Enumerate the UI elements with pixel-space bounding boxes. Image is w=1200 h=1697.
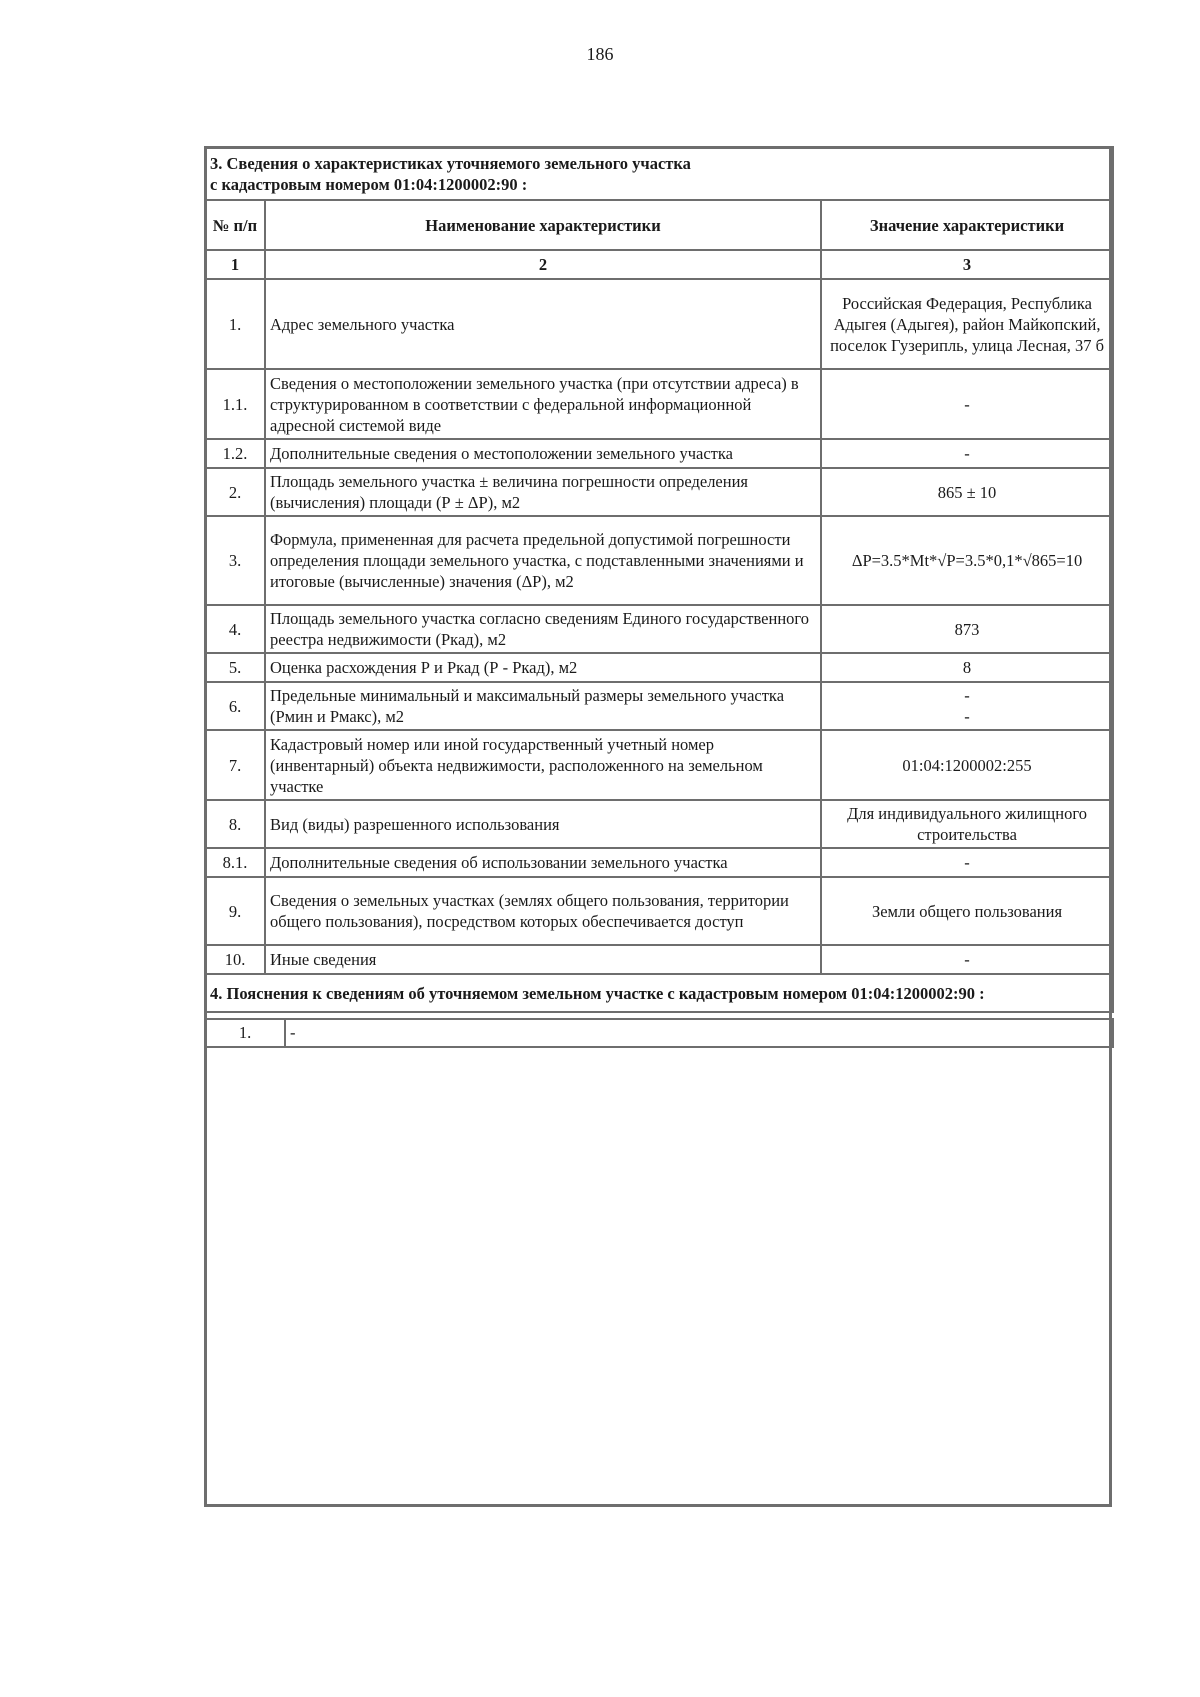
row-number: 6. (205, 682, 265, 730)
row-value: 873 (821, 605, 1113, 653)
row-value: 8 (821, 653, 1113, 682)
row-number: 5. (205, 653, 265, 682)
row-value: Российская Федерация, Республика Адыгея (Адыгея), район Майкопский, поселок Гузерипль, улица Лесная, 37 б (821, 279, 1113, 369)
row-name: Сведения о местоположении земельного участка (при отсутствии адреса) в структурированном в соответствии с федеральной информационной адресной системой виде (265, 369, 821, 439)
row-value: Земли общего пользования (821, 877, 1113, 945)
row-value: - (821, 945, 1113, 974)
table-row (205, 468, 1113, 516)
table-row (205, 369, 1113, 439)
row-number: 1.2. (205, 439, 265, 468)
page-number: 186 (586, 44, 614, 64)
row-name: Предельные минимальный и максимальный размеры земельного участка (Рмин и Рмакс), м2 (265, 682, 821, 730)
row-number: 8.1. (205, 848, 265, 877)
row-name: Площадь земельного участка ± величина погрешности определения (вычисления) площади (Р ± ΔР), м2 (265, 468, 821, 516)
table-row (205, 279, 1113, 369)
column-number-1: 1 (205, 250, 265, 279)
section-3-title-line2: с кадастровым номером 01:04:1200002:90 : (210, 174, 528, 194)
row-number: 2. (205, 468, 265, 516)
header-value: Значение характеристики (821, 200, 1113, 250)
row-value: - (821, 439, 1113, 468)
table-row (205, 653, 1113, 682)
table-row (205, 730, 1113, 800)
table-row (205, 516, 1113, 605)
row-number: 7. (205, 730, 265, 800)
row-number: 3. (205, 516, 265, 605)
row-name: Оценка расхождения Р и Ркад (Р - Ркад), м2 (265, 653, 821, 682)
row-name: Площадь земельного участка согласно сведениям Единого государственного реестра недвижимости (Ркад), м2 (265, 605, 821, 653)
row-name: Сведения о земельных участках (землях общего пользования, территории общего пользования), посредством которых обеспечивается доступ (265, 877, 821, 945)
row-number: 1.1. (205, 369, 265, 439)
row-name: Дополнительные сведения об использовании земельного участка (265, 848, 821, 877)
table-row (205, 682, 1113, 730)
row-name: Иные сведения (265, 945, 821, 974)
row-number: 8. (205, 800, 265, 848)
row-value: - (821, 848, 1113, 877)
table-row (205, 800, 1113, 848)
row-value: - (821, 369, 1113, 439)
row-name: Кадастровый номер или иной государственный учетный номер (инвентарный) объекта недвижимости, расположенного на земельном участке (265, 730, 821, 800)
row-value: 865 ± 10 (821, 468, 1113, 516)
row-value: Для индивидуального жилищного строительства (821, 800, 1113, 848)
header-name: Наименование характеристики (265, 200, 821, 250)
row-name: Дополнительные сведения о местоположении земельного участка (265, 439, 821, 468)
table-row (205, 877, 1113, 945)
row-value: ΔР=3.5*Mt*√P=3.5*0,1*√865=10 (821, 516, 1113, 605)
column-number-2: 2 (265, 250, 821, 279)
row-number: 9. (205, 877, 265, 945)
table-row (205, 439, 1113, 468)
explanations-table (204, 1018, 1114, 1048)
row-name: Формула, примененная для расчета предельной допустимой погрешности определения площади земельного участка, с подставленными значениями и итоговые (вычисленные) значения (ΔР), м2 (265, 516, 821, 605)
row-number: 1. (205, 279, 265, 369)
table-row (205, 605, 1113, 653)
section-3-title (205, 147, 1113, 200)
header-number: № п/п (205, 200, 265, 250)
row-name: Адрес земельного участка (265, 279, 821, 369)
explanation-text: - (285, 1019, 1113, 1047)
row-value: 01:04:1200002:255 (821, 730, 1113, 800)
row-name: Вид (виды) разрешенного использования (265, 800, 821, 848)
section-3-title-line1: 3. Сведения о характеристиках уточняемого земельного участка (210, 153, 691, 173)
row-number: 10. (205, 945, 265, 974)
row-value: - - (821, 682, 1113, 730)
row-number: 4. (205, 605, 265, 653)
column-number-3: 3 (821, 250, 1113, 279)
section-4-title: 4. Пояснения к сведениям об уточняемом земельном участке с кадастровым номером 01:04:1200002:90 : (205, 974, 1113, 1012)
characteristics-table (204, 146, 1114, 1013)
table-row (205, 945, 1113, 974)
table-row (205, 848, 1113, 877)
table-row (205, 1019, 1113, 1047)
explanation-number: 1. (205, 1019, 285, 1047)
